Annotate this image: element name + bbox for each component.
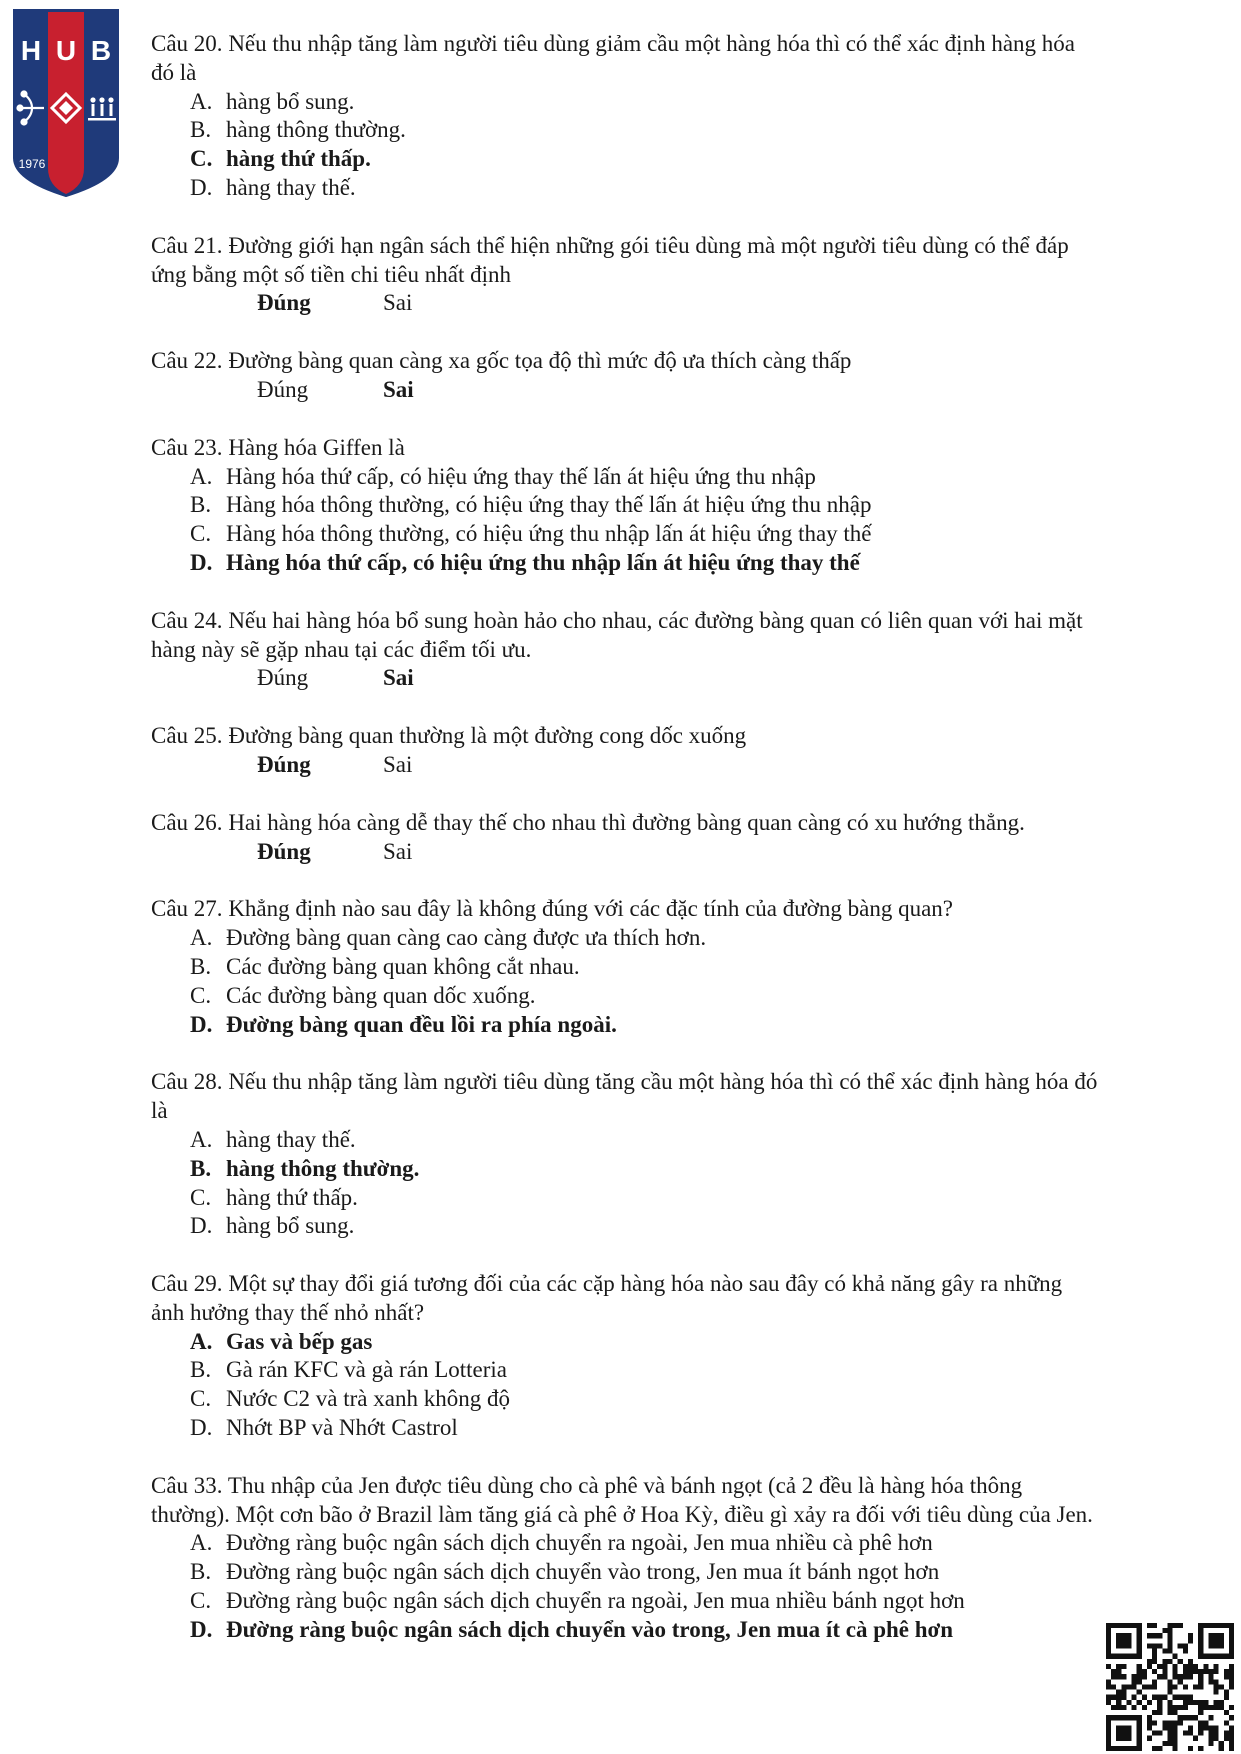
answer-option [151, 88, 1101, 117]
answer-option [151, 463, 1101, 492]
question-block [151, 232, 1101, 318]
answer-option [151, 1212, 1101, 1241]
answer-option [151, 1184, 1101, 1213]
true-false-answer [151, 664, 1101, 693]
option-letter: D. [190, 174, 213, 200]
question-block [151, 434, 1101, 578]
option-letter: A. [190, 1126, 213, 1152]
question-stem: Nếu hai hàng hóa bổ sung hoàn hảo cho nhau, các đường bàng quan có liên quan với hai mặt hàng này sẽ gặp nhau tại các điểm tối ưu. [151, 607, 1083, 662]
answer-option [151, 491, 1101, 520]
question-stem: Hai hàng hóa càng dễ thay thế cho nhau thì đường bàng quan càng có xu hướng thẳng. [228, 809, 1025, 835]
option-text: Hàng hóa thứ cấp, có hiệu ứng thay thế lấn át hiệu ứng thu nhập [226, 463, 816, 489]
option-text: Gà rán KFC và gà rán Lotteria [226, 1357, 508, 1383]
answer-option [151, 1558, 1101, 1587]
option-letter: A. [190, 463, 213, 489]
option-text: Hàng hóa thông thường, có hiệu ứng thay thế lấn át hiệu ứng thu nhập [226, 492, 872, 518]
qr-code [1106, 1623, 1234, 1751]
answer-option [151, 953, 1101, 982]
option-letter: B. [190, 492, 212, 518]
answer-option [151, 1385, 1101, 1414]
option-text: Các đường bàng quan dốc xuống. [226, 982, 536, 1008]
question-block [151, 347, 1101, 405]
option-letter: B. [190, 117, 212, 143]
option-text: hàng thông thường. [226, 1155, 420, 1181]
option-text: Đường ràng buộc ngân sách dịch chuyển ra ngoài, Jen mua nhiều cà phê hơn [226, 1530, 933, 1556]
question-text [151, 722, 1101, 751]
false-label: Sai [383, 665, 414, 691]
false-label: Sai [383, 751, 413, 777]
option-text: hàng bổ sung. [226, 88, 355, 114]
option-letter: A. [190, 1328, 213, 1354]
option-letter: A. [190, 1530, 213, 1556]
question-block [151, 1068, 1101, 1241]
option-letter: B. [190, 1357, 212, 1383]
question-stem: Thu nhập của Jen được tiêu dùng cho cà phê và bánh ngọt (cả 2 đều là hàng hóa thông thường). Một cơn bão ở Brazil làm tăng giá cà phê ở Hoa Kỳ, điều gì xảy ra đối với tiêu dùng của Jen. [151, 1472, 1093, 1527]
true-label: Đúng [257, 838, 311, 864]
question-text [151, 232, 1101, 290]
true-false-answer [151, 838, 1101, 867]
option-text: hàng thứ thấp. [226, 1184, 358, 1210]
option-letter: C. [190, 146, 213, 172]
question-block [151, 1270, 1101, 1443]
option-letter: D. [190, 1415, 213, 1441]
answer-option [151, 1126, 1101, 1155]
option-text: Gas và bếp gas [226, 1328, 373, 1354]
question-number: Câu 27. [151, 896, 223, 922]
question-number: Câu 20. [151, 31, 223, 56]
option-text: hàng bổ sung. [226, 1213, 355, 1239]
question-number: Câu 29. [151, 1271, 223, 1297]
answer-option-correct [151, 145, 1101, 174]
question-stem: Hàng hóa Giffen là [228, 434, 405, 460]
answer-option-correct [151, 1328, 1101, 1357]
question-text [151, 1068, 1101, 1126]
question-number: Câu 21. [151, 232, 223, 258]
question-text [151, 607, 1101, 665]
question-number: Câu 25. [151, 723, 223, 749]
question-block [151, 1472, 1101, 1645]
option-text: Hàng hóa thông thường, có hiệu ứng thu nhập lấn át hiệu ứng thay thế [226, 521, 872, 547]
question-stem: Nếu thu nhập tăng làm người tiêu dùng tăng cầu một hàng hóa thì có thể xác định hàng hóa đó là [151, 1069, 1098, 1124]
option-text: hàng thay thế. [226, 174, 356, 200]
option-letter: B. [190, 1155, 212, 1181]
option-text: hàng thứ thấp. [226, 146, 371, 172]
question-number: Câu 23. [151, 434, 223, 460]
logo-letter-u: U [55, 35, 77, 66]
answer-option [151, 1356, 1101, 1385]
false-label: Sai [383, 290, 413, 316]
question-stem: Đường bàng quan thường là một đường cong dốc xuống [228, 723, 747, 749]
question-stem: Một sự thay đổi giá tương đối của các cặp hàng hóa nào sau đây có khả năng gây ra những ảnh hưởng thay thế nhỏ nhất? [151, 1271, 1063, 1325]
answer-option-correct [151, 1155, 1101, 1184]
answer-option [151, 1414, 1101, 1443]
question-block [151, 809, 1101, 867]
option-text: Đường ràng buộc ngân sách dịch chuyển vào trong, Jen mua ít cà phê hơn [226, 1616, 954, 1642]
hub-logo [10, 8, 122, 198]
option-text: hàng thông thường. [226, 117, 406, 143]
option-letter: D. [190, 1011, 213, 1037]
false-label: Sai [383, 838, 413, 864]
question-stem: Đường giới hạn ngân sách thể hiện những gói tiêu dùng mà một người tiêu dùng có thể đáp ứng bằng một số tiền chi tiêu nhất định [151, 232, 1069, 287]
option-letter: A. [190, 925, 213, 951]
option-letter: C. [190, 521, 212, 547]
question-block [151, 895, 1101, 1039]
question-text [151, 1270, 1101, 1328]
answer-option [151, 982, 1101, 1011]
question-text [151, 895, 1101, 924]
answer-option [151, 1587, 1101, 1616]
true-false-answer [151, 289, 1101, 318]
answer-option [151, 116, 1101, 145]
answer-option [151, 520, 1101, 549]
answer-option-correct [151, 549, 1101, 578]
option-letter: D. [190, 1616, 213, 1642]
answer-option [151, 1529, 1101, 1558]
question-list [151, 30, 1101, 1674]
option-letter: B. [190, 953, 212, 979]
answer-option [151, 924, 1101, 953]
question-text [151, 347, 1101, 376]
question-text [151, 809, 1101, 838]
question-block [151, 607, 1101, 693]
option-letter: C. [190, 982, 212, 1008]
question-number: Câu 33. [151, 1472, 223, 1498]
option-letter: C. [190, 1184, 212, 1210]
option-text: Đường ràng buộc ngân sách dịch chuyển vào trong, Jen mua ít bánh ngọt hơn [226, 1559, 940, 1585]
logo-year: 1976 [18, 157, 46, 171]
option-text: Đường ràng buộc ngân sách dịch chuyển ra ngoài, Jen mua nhiều bánh ngọt hơn [226, 1588, 965, 1614]
question-stem: Khẳng định nào sau đây là không đúng với các đặc tính của đường bàng quan? [228, 896, 953, 922]
question-block [151, 722, 1101, 780]
true-label: Đúng [257, 290, 311, 316]
option-letter: C. [190, 1588, 212, 1614]
option-letter: C. [190, 1386, 212, 1412]
question-text [151, 434, 1101, 463]
question-number: Câu 26. [151, 809, 223, 835]
answer-option-correct [151, 1616, 1101, 1645]
question-stem: Nếu thu nhập tăng làm người tiêu dùng giảm cầu một hàng hóa thì có thể xác định hàng hóa đó là [151, 31, 1075, 85]
false-label: Sai [383, 376, 414, 402]
question-block [151, 30, 1101, 203]
true-false-answer [151, 751, 1101, 780]
option-text: Đường bàng quan càng cao càng được ưa thích hơn. [226, 925, 707, 951]
question-number: Câu 28. [151, 1069, 223, 1095]
option-text: Hàng hóa thứ cấp, có hiệu ứng thu nhập lấn át hiệu ứng thay thế [226, 549, 860, 575]
option-letter: A. [190, 88, 213, 114]
option-letter: D. [190, 549, 213, 575]
answer-option [151, 174, 1101, 203]
true-false-answer [151, 376, 1101, 405]
option-text: hàng thay thế. [226, 1126, 356, 1152]
option-text: Các đường bàng quan không cắt nhau. [226, 953, 580, 979]
true-label: Đúng [257, 665, 309, 691]
logo-letter-b: B [90, 35, 112, 66]
answer-option-correct [151, 1011, 1101, 1040]
question-number: Câu 24. [151, 607, 223, 633]
true-label: Đúng [257, 751, 311, 777]
question-text [151, 1472, 1101, 1530]
logo-letter-h: H [20, 35, 42, 66]
option-text: Đường bàng quan đều lồi ra phía ngoài. [226, 1011, 617, 1037]
option-text: Nước C2 và trà xanh không độ [226, 1386, 510, 1412]
true-label: Đúng [257, 376, 309, 402]
option-letter: D. [190, 1213, 213, 1239]
option-text: Nhớt BP và Nhớt Castrol [226, 1415, 458, 1441]
option-letter: B. [190, 1559, 212, 1585]
question-stem: Đường bàng quan càng xa gốc tọa độ thì mức độ ưa thích càng thấp [228, 348, 852, 374]
question-number: Câu 22. [151, 348, 223, 374]
question-text [151, 30, 1101, 88]
